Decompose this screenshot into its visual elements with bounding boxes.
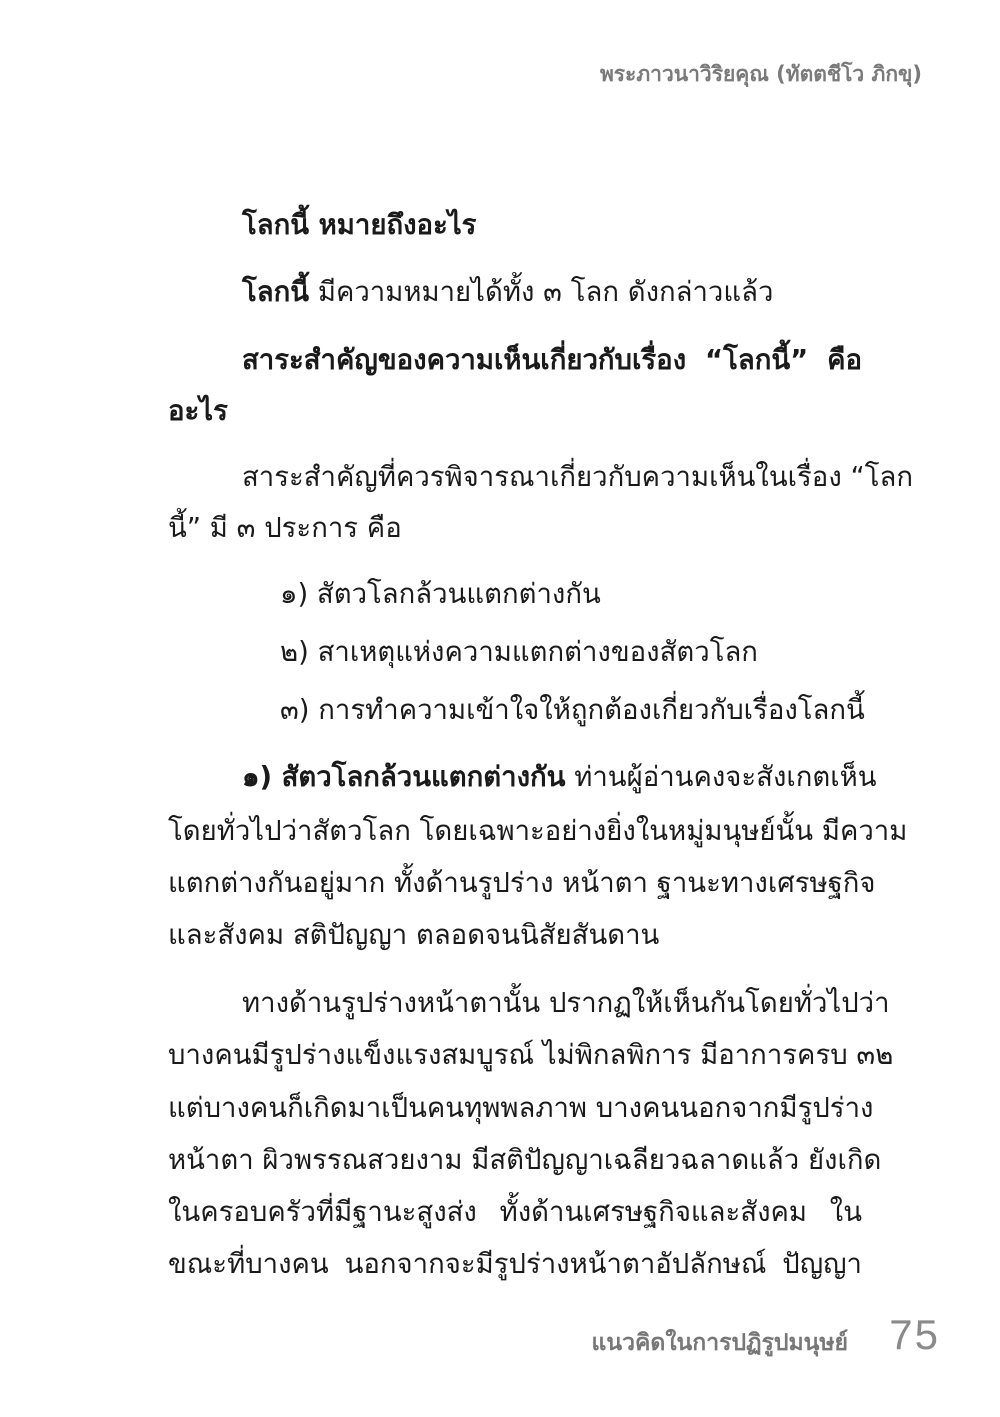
list-item-2: ๒) สาเหตุแห่งความแตกต่างของสัตวโลก [280, 636, 758, 668]
paragraph-1-line-4: และสังคม สติปัญญา ตลอดจนนิสัยสันดาน [168, 919, 660, 951]
question-heading: โลกนี้ หมายถึงอะไร [242, 209, 477, 241]
definition-line [168, 272, 862, 312]
paragraph-2-line-1: ทางด้านรูปร่างหน้าตานั้น ปรากฏให้เห็นกันโดยทั่วไปว่า [242, 987, 890, 1019]
definition-text: มีความหมายได้ทั้ง ๓ โลก ดังกล่าวแล้ว [309, 276, 774, 308]
paragraph-2-line-3: แต่บางคนก็เกิดมาเป็นคนทุพพลภาพ บางคนนอกจากมีรูปร่าง [168, 1092, 874, 1124]
intro-line-1: สาระสำคัญที่ควรพิจารณาเกี่ยวกับความเห็นในเรื่อง “โลก [242, 461, 914, 493]
paragraph-1-line-1-text: ท่านผู้อ่านคงจะสังเกตเห็น [565, 761, 877, 793]
paragraph-1-line-3: แตกต่างกันอยู่มาก ทั้งด้านรูปร่าง หน้าตา ฐานะทางเศรษฐกิจ [168, 867, 876, 899]
footer-book-title: แนวคิดในการปฏิรูปมนุษย์ [591, 1330, 848, 1356]
list-item-3: ๓) การทำความเข้าใจให้ถูกต้องเกี่ยวกับเรื่องโลกนี้ [280, 694, 865, 726]
essence-heading-line-1: สาระสำคัญของความเห็นเกี่ยวกับเรื่อง “โลกนี้” คือ [242, 344, 862, 376]
definition-term: โลกนี้ [242, 276, 310, 308]
paragraph-2-line-6: ขณะที่บางคน นอกจากจะมีรูปร่างหน้าตาอัปลักษณ์ ปัญญา [168, 1248, 862, 1280]
paragraph-2-line-5: ในครอบครัวที่มีฐานะสูงส่ง ทั้งด้านเศรษฐกิจและสังคม ใน [168, 1196, 862, 1228]
page-number: 75 [889, 1311, 940, 1358]
paragraph-1-line-1 [168, 757, 877, 797]
paragraph-2-line-4: หน้าตา ผิวพรรณสวยงาม มีสติปัญญาเฉลียวฉลาดแล้ว ยังเกิด [168, 1144, 882, 1176]
paragraph-1-heading: ๑) สัตวโลกล้วนแตกต่างกัน [242, 761, 566, 793]
intro-line-2: นี้” มี ๓ ประการ คือ [168, 512, 402, 544]
list-item-1: ๑) สัตวโลกล้วนแตกต่างกัน [280, 578, 601, 610]
paragraph-1-line-2: โดยทั่วไปว่าสัตวโลก โดยเฉพาะอย่างยิ่งในหมู่มนุษย์นั้น มีความ [168, 815, 908, 847]
paragraph-2-line-2: บางคนมีรูปร่างแข็งแรงสมบูรณ์ ไม่พิกลพิการ มีอาการครบ ๓๒ [168, 1039, 894, 1071]
essence-heading-line-2: อะไร [168, 395, 228, 427]
running-header: พระภาวนาวิริยคุณ (ทัตตชีโว ภิกขุ) [599, 62, 922, 86]
